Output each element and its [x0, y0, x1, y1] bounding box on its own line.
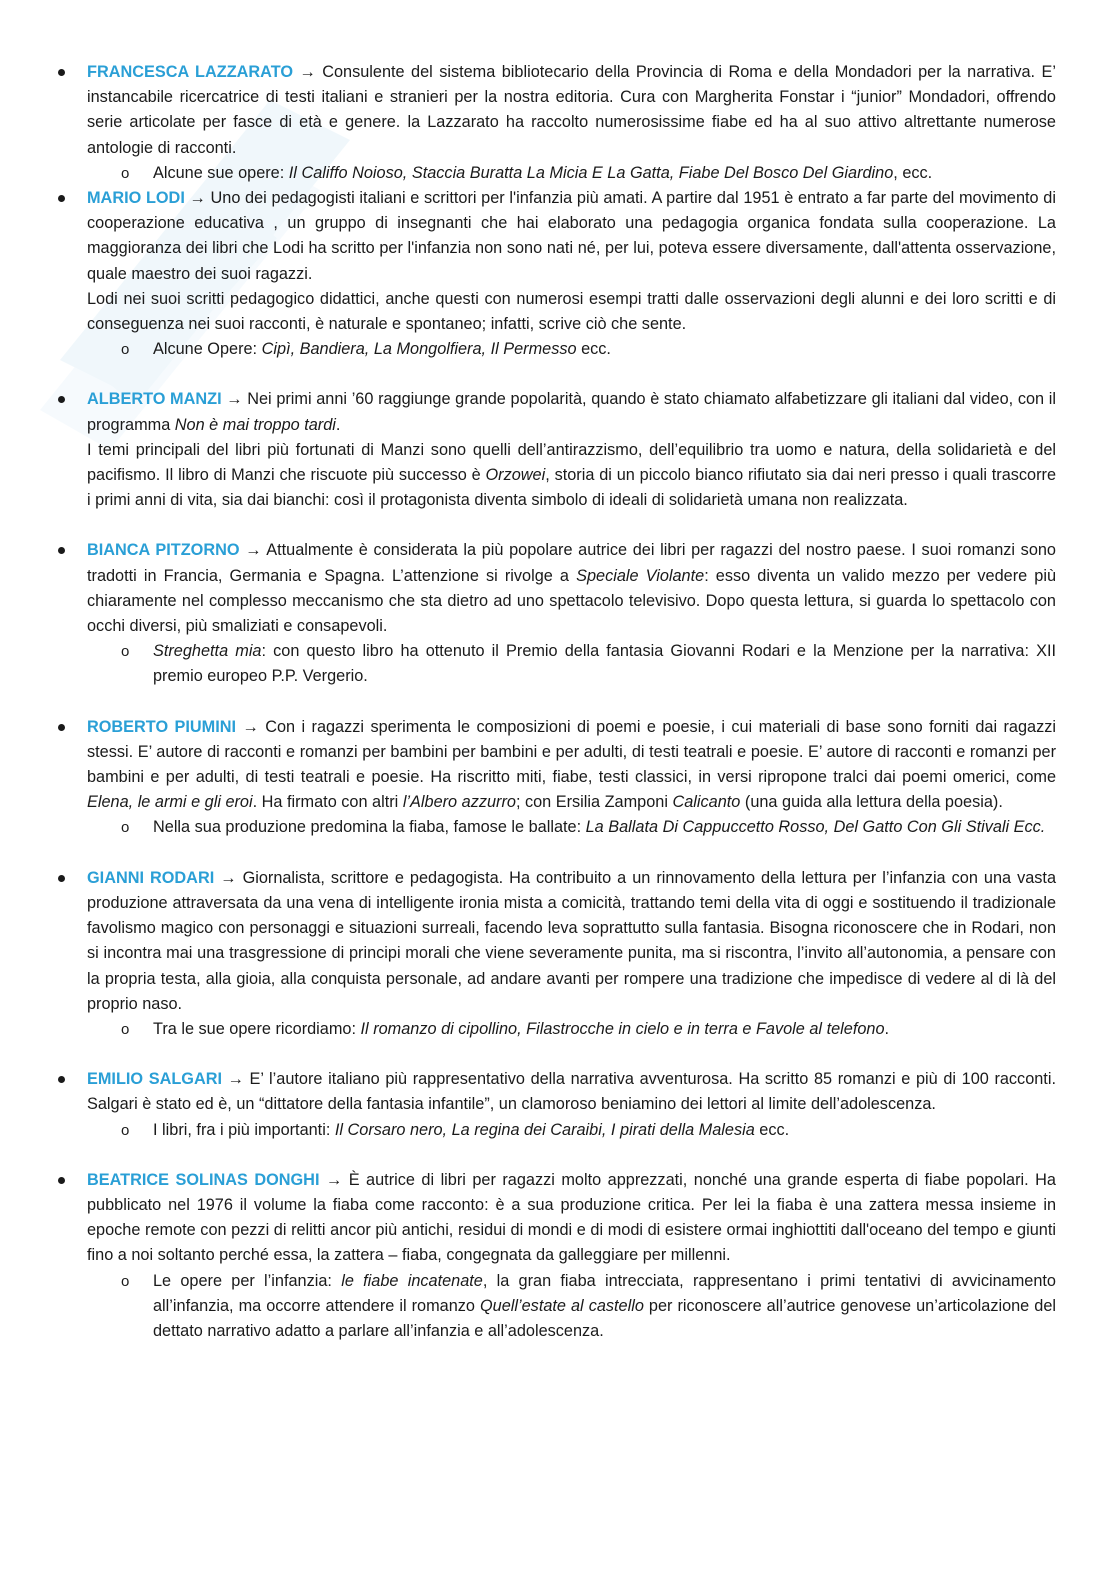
sub-list [87, 815, 1056, 840]
works-title: Orzowei [485, 466, 546, 485]
entry-text: È autrice di libri per ragazzi molto apprezzati, nonché una grande esperta di fiabe popolari. Ha pubblicato nel 1976 il volume la fiaba come racconto: è a sua produzione critica. Per lei la fiaba è una zattera messa insieme in epoche remote con pezzi di relitti ancor più antichi, residui di mondi e di modi di esistere ormai inghiottiti dall'oceano del tempo e giunti fino a noi soltanto perché essa, la zattera – fiaba, congegnata da galleggiare per millenni. [87, 1170, 1056, 1265]
sub-list [87, 1017, 1056, 1042]
works-title: Calicanto [672, 793, 741, 812]
sub-list-item: o I libri, fra i più importanti: Il Corsaro nero, La regina dei Caraibi, I pirati della Malesia ecc. [87, 1118, 1056, 1143]
author-name: EMILIO SALGARI [87, 1070, 222, 1089]
arrow-icon: → [242, 717, 259, 736]
entry-text: Giornalista, scrittore e pedagogista. Ha contribuito a un rinnovamento della lettura per l’infanzia con una vasta produzione attraversata da una vena di intelligente ironia mista a comicità, trattando temi della vita di oggi e sostituendo il tradizionale favolismo magico con personaggi e situazioni surreali, facendo leva soprattutto sulla fantasia. Bisogna riconoscere che in Rodari, non si incontra mai una trasgressione di principi morali che viene severamente punita, ma si riscontra, l’invito all’autonomia, a pensare con la propria testa, alla gioia, alla conquista personale, ad andare avanti per rompere una tradizione che impedisce di vedere al di là del proprio naso. [87, 868, 1057, 1013]
circle-bullet-icon: o [121, 164, 130, 182]
circle-bullet-icon: o [121, 341, 130, 359]
bullet-icon [58, 724, 65, 731]
sub-list-item: o Nella sua produzione predomina la fiaba, famose le ballate: La Ballata Di Cappuccetto Rosso, Del Gatto Con Gli Stivali Ecc. [87, 815, 1056, 840]
entry-text: Lodi nei suoi scritti pedagogico didattici, anche questi con numerosi esempi tratti dalle osservazioni degli alunni e dei loro scritti e di conseguenza nei suoi racconti, è naturale e spontaneo; infatti, scrive ciò che sente. [87, 289, 1056, 334]
list-item [58, 60, 1056, 186]
works-title: Cipì, Bandiera, La Mongolfiera, Il Permesso [261, 340, 577, 359]
arrow-icon: → [245, 541, 262, 560]
circle-bullet-icon: o [121, 1121, 130, 1139]
circle-bullet-icon: o [121, 819, 130, 837]
list-item: ALBERTO MANZI → Nei primi anni ’60 raggiunge grande popolarità, quando è stato chiamato alfabetizzare gli italiani dal video, con il programma Non è mai troppo tardi. I temi principali del libri più fortunati di Manzi sono quelli dell’antirazzismo, dell’equilibrio tra uomo e natura, della solidarietà e del pacifismo. Il libro di Manzi che riscuote più successo è Orzowei, storia di un piccolo bianco rifiutato sia dai neri presso i quali trascorre i primi anni di vita, sia dai bianchi: così il protagonista diventa simbolo di ideali di solidarietà umana non realizzata. [58, 387, 1056, 513]
arrow-icon: → [227, 1070, 244, 1089]
circle-bullet-icon: o [121, 1272, 130, 1290]
sub-list-item: o Le opere per l’infanzia: le fiabe incatenate, la gran fiaba intrecciata, rappresentano i primi tentativi di avvicinamento all’infanzia, ma occorre attendere il romanzo Quell’estate al castello per riconoscere all’autrice genovese un’articolazione del dettato narrativo adatto a parlare all’infanzia e all’adolescenza. [87, 1269, 1056, 1345]
author-name: ROBERTO PIUMINI [87, 717, 237, 736]
arrow-icon: → [226, 390, 243, 409]
list-item: ROBERTO PIUMINI → Con i ragazzi sperimenta le composizioni di poemi e poesie, i cui materiali di base sono forniti dai ragazzi stessi. E’ autore di racconti e romanzi per bambini per bambini e per adulti, di testi teatrali e poesie. E’ autore di racconti e romanzi per bambini e per adulti, di testi teatrali e poesie. Ha riscritto miti, fiabe, testi classici, in versi ripropone tralci dai poemi omerici, come Elena, le armi e gli eroi. Ha firmato con altri l’Albero azzurro; con Ersilia Zamponi Calicanto (una guida alla lettura della poesia). o Nella sua produzione predomina la fiaba, famose le ballate: La Ballata Di Cappuccetto Rosso, Del Gatto Con Gli Stivali Ecc. [58, 715, 1056, 841]
sub-list-item: o Alcune Opere: Cipì, Bandiera, La Mongolfiera, Il Permesso ecc. [87, 337, 1056, 362]
bullet-icon [58, 875, 65, 882]
sub-list [87, 161, 1056, 186]
author-name: FRANCESCA LAZZARATO [87, 63, 294, 81]
author-name: BEATRICE SOLINAS DONGHI [87, 1170, 320, 1189]
bullet-icon [58, 1177, 65, 1184]
works-title: Quell’estate al castello [480, 1296, 644, 1315]
entry-text: E’ l’autore italiano più rappresentativo della narrativa avventurosa. Ha scritto 85 romanzi e più di 100 racconti. Salgari è stato ed è, un “dittatore della fantasia infantile”, un clamoroso beniamino dei lettori al limite dell’adolescenza. [87, 1070, 1056, 1114]
works-title: Speciale Violante [576, 566, 705, 585]
works-title: le fiabe incatenate [341, 1271, 483, 1290]
works-title: Il romanzo di cipollino, Filastrocche in cielo e in terra e Favole al telefono [360, 1019, 885, 1038]
sub-list-item: o Alcune sue opere: Il Califfo Noioso, Staccia Buratta La Micia E La Gatta, Fiabe Del Bosco Del Giardino, ecc. [87, 161, 1056, 186]
arrow-icon: → [220, 868, 237, 887]
author-name: BIANCA PITZORNO [87, 541, 240, 560]
list-item [58, 186, 1056, 362]
arrow-icon: → [325, 1170, 343, 1189]
works-title: Elena, le armi e gli eroi [87, 793, 253, 812]
author-name: ALBERTO MANZI [87, 390, 222, 409]
sub-list-item: o Streghetta mia: con questo libro ha ottenuto il Premio della fantasia Giovanni Rodari e la Menzione per la narrativa: XII premio europeo P.P. Vergerio. [87, 639, 1056, 689]
bullet-icon [58, 1076, 65, 1083]
circle-bullet-icon: o [121, 1020, 130, 1038]
arrow-icon: → [189, 189, 206, 208]
sub-list-item: o Tra le sue opere ricordiamo: Il romanzo di cipollino, Filastrocche in cielo e in terra e Favole al telefono. [87, 1017, 1056, 1042]
works-title: La Ballata Di Cappuccetto Rosso, Del Gatto Con Gli Stivali Ecc. [585, 818, 1046, 837]
sub-list [87, 639, 1056, 689]
circle-bullet-icon: o [121, 643, 130, 661]
sub-list [87, 1269, 1056, 1345]
sub-list [87, 1118, 1056, 1143]
works-title: Non è mai troppo tardi [174, 415, 336, 434]
author-list [58, 60, 1056, 1344]
author-name: MARIO LODI [87, 189, 185, 208]
entry-text: Uno dei pedagogisti italiani e scrittori per l'infanzia più amati. A partire dal 1951 è entrato a far parte del movimento di cooperazione educativa , un gruppo di insegnanti che hai elaborato una pedagogia organica fondata sulla cooperazione. La maggioranza dei libri che Lodi ha scritto per l'infanzia non sono nati né, per lui, poteva essere diversamente, dall'attenta osservazione, quale maestro dei suoi ragazzi. [87, 189, 1056, 283]
bullet-icon [58, 547, 65, 554]
works-title: Il Corsaro nero, La regina dei Caraibi, I pirati della Malesia [334, 1120, 755, 1139]
list-item [58, 1168, 1056, 1344]
works-title: Il Califfo Noioso, Staccia Buratta La Micia E La Gatta, Fiabe Del Bosco Del Giardino [288, 163, 894, 182]
document-page [58, 60, 1056, 1369]
works-title: Streghetta mia [153, 642, 262, 661]
works-title: l’Albero azzurro [402, 793, 516, 812]
bullet-icon [58, 195, 65, 202]
entry-text: Consulente del sistema bibliotecario della Provincia di Roma e della Mondadori per la narrativa. E’ instancabile ricercatrice di testi italiani e stranieri per la nostra editoria. Cura con Margherita Fonstar i “junior” Mondadori, offrendo serie articolate per fasce di età e genere. la Lazzarato ha raccolto numerosissime fiabe ed ha al suo attivo altrettante numerose antologie di racconti. [87, 63, 1056, 157]
sub-list [87, 337, 1056, 362]
author-name: GIANNI RODARI [87, 868, 215, 887]
arrow-icon: → [299, 63, 316, 81]
list-item: BIANCA PITZORNO → Attualmente è considerata la più popolare autrice dei libri per ragazzi del nostro paese. I suoi romanzi sono tradotti in Francia, Germania e Spagna. L’attenzione si rivolge a Speciale Violante: esso diventa un valido mezzo per vedere più chiaramente nel complesso meccanismo che sta dietro ad uno spettacolo televisivo. Dopo questa lettura, si guarda lo spettacolo con occhi diversi, più smaliziati e consapevoli. o Streghetta mia: con questo libro ha ottenuto il Premio della fantasia Giovanni Rodari e la Menzione per la narrativa: XII premio europeo P.P. Vergerio. [58, 538, 1056, 689]
list-item [58, 1067, 1056, 1143]
bullet-icon [58, 69, 65, 76]
bullet-icon [58, 396, 65, 403]
list-item [58, 866, 1056, 1042]
